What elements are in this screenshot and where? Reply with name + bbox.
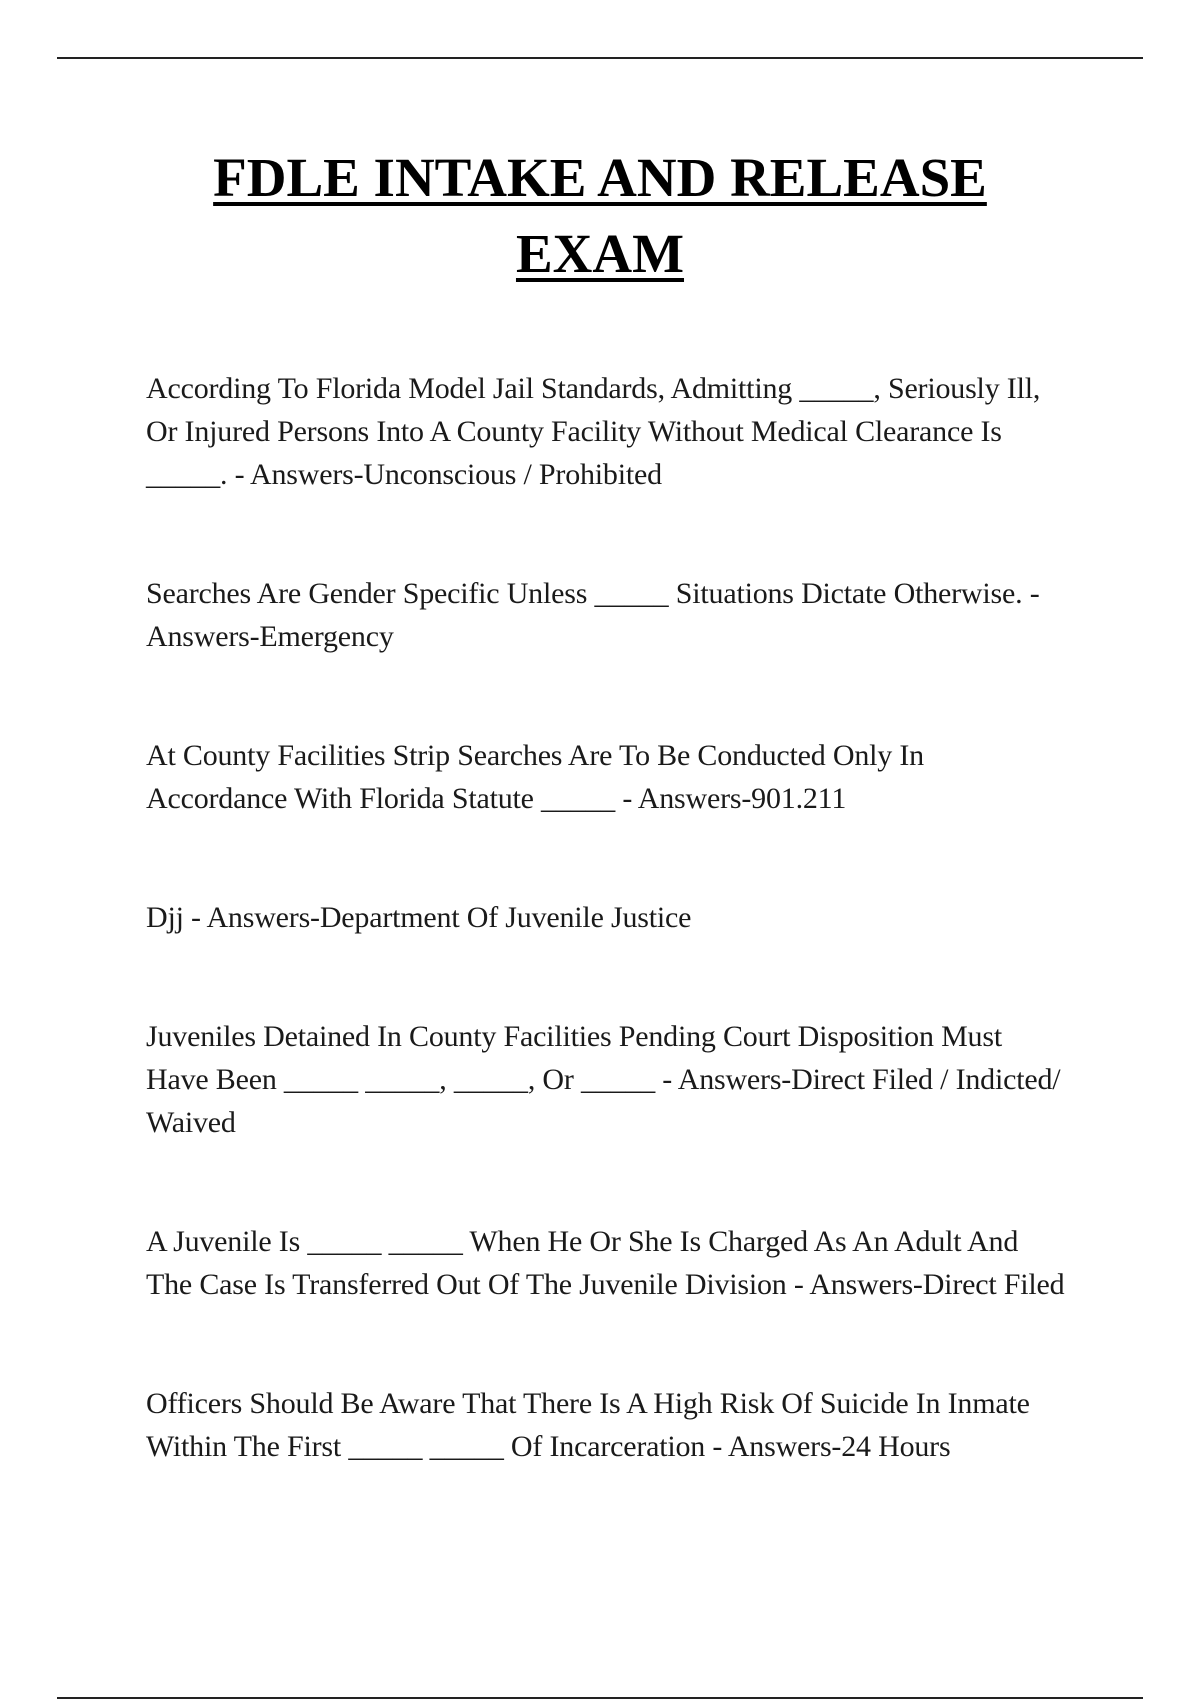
title-line-2: EXAM (515, 223, 685, 284)
qa-list (146, 367, 1066, 1544)
qa-item: Djj - Answers-Department Of Juvenile Justice (146, 901, 692, 934)
title-line-1: FDLE INTAKE AND RELEASE (213, 147, 987, 208)
qa-item: Searches Are Gender Specific Unless _____ Situations Dictate Otherwise. - Answers-Emergency (146, 577, 1040, 653)
qa-item: According To Florida Model Jail Standards, Admitting _____, Seriously Ill, Or Injured Persons Into A County Facility Without Medical Clearance Is _____. - Answers-Unconscious / Prohibited (146, 372, 1041, 491)
bottom-divider (57, 1697, 1143, 1699)
qa-item: Officers Should Be Aware That There Is A High Risk Of Suicide In Inmate Within The First _____ _____ Of Incarceration - Answers-24 Hours (146, 1387, 1030, 1463)
qa-item: At County Facilities Strip Searches Are To Be Conducted Only In Accordance With Florida Statute _____ - Answers-901.211 (146, 739, 924, 815)
qa-item: Juveniles Detained In County Facilities Pending Court Disposition Must Have Been _____ _____, _____, Or _____ - Answers-Direct Filed / Indicted/ Waived (146, 1020, 1061, 1139)
top-divider (57, 57, 1143, 59)
document-title (100, 140, 1100, 292)
qa-item: A Juvenile Is _____ _____ When He Or She Is Charged As An Adult And The Case Is Transferred Out Of The Juvenile Division - Answers-Direct Filed (146, 1225, 1065, 1301)
